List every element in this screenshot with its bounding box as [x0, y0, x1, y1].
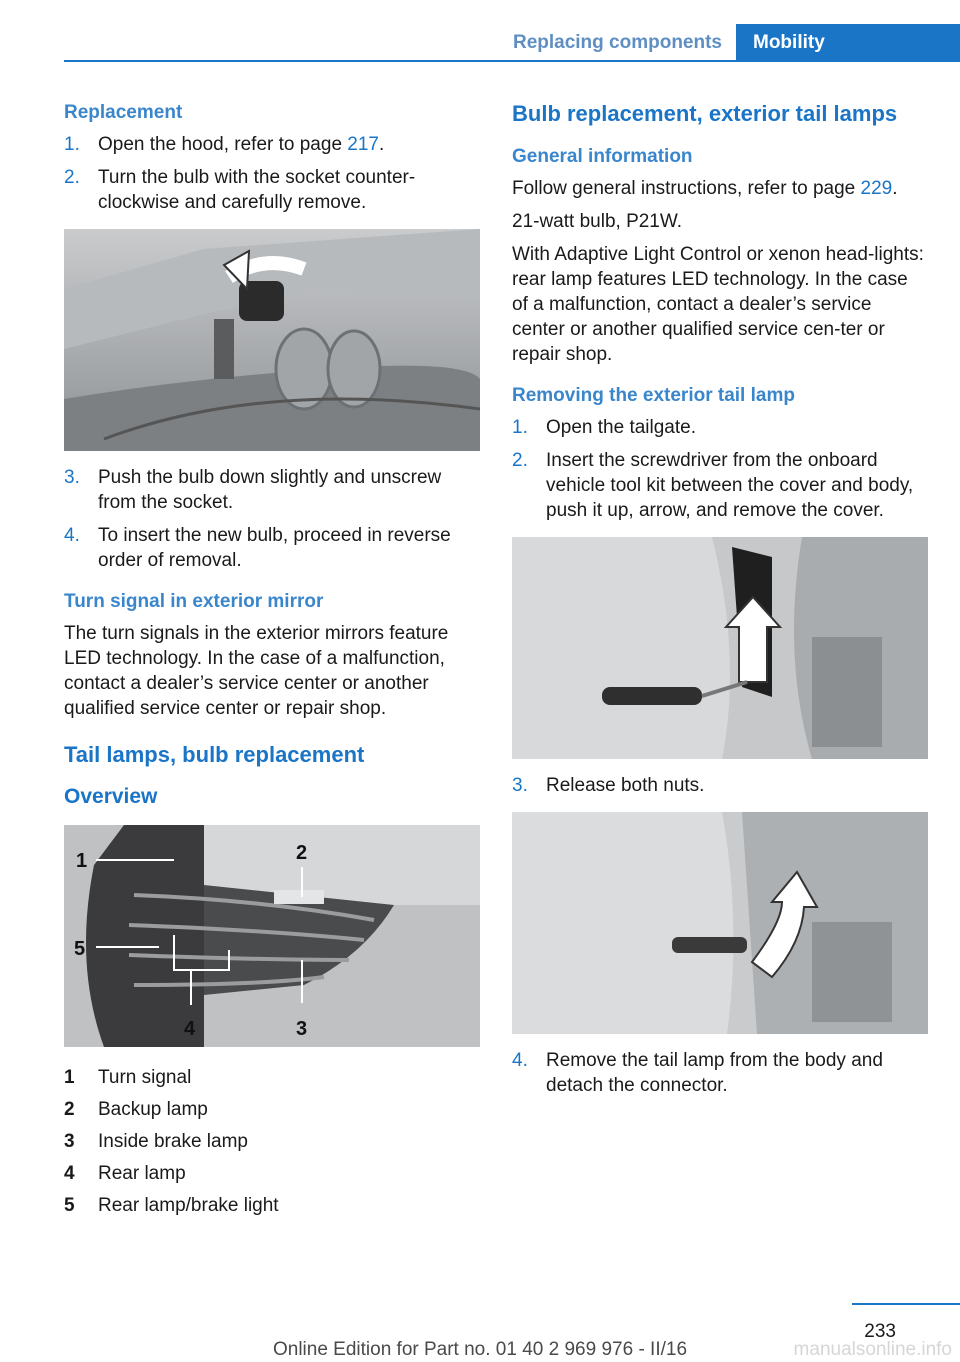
legend-item	[64, 1189, 480, 1221]
legend-key: 3	[64, 1130, 75, 1152]
step-text: Release both nuts.	[546, 775, 705, 796]
release-nuts-photo	[512, 812, 928, 1034]
step-text: Remove the tail lamp from the body and detach the connector.	[546, 1050, 883, 1096]
general-tail: .	[892, 178, 898, 199]
callout-5: 5	[74, 938, 86, 960]
step-number: 3.	[512, 775, 528, 796]
legend-label: Backup lamp	[98, 1098, 208, 1120]
legend-key: 2	[64, 1098, 75, 1120]
tail-lamp-diagram	[64, 825, 480, 1047]
general-info-text	[512, 176, 928, 201]
replacement-steps-a	[64, 132, 480, 215]
removing-steps-b	[512, 773, 928, 798]
left-column	[64, 100, 480, 1221]
legend-label: Turn signal	[98, 1066, 192, 1088]
tail-lamps-heading: Tail lamps, bulb replacement	[64, 742, 365, 767]
step-text: Insert the screwdriver from the onboard vehicle tool kit between the cover and body, push it up, arrow, and remove the cover.	[546, 450, 914, 521]
legend-label: Rear lamp/brake light	[98, 1194, 279, 1216]
step-text: To insert the new bulb, proceed in reverse order of removal.	[98, 525, 451, 571]
page-link-217[interactable]: 217	[347, 134, 379, 155]
turn-signal-text: The turn signals in the exterior mirrors feature LED technology. In the case of a malfunction, contact a dealer’s service center or another qualified service center or repair shop.	[64, 623, 449, 719]
legend-item	[64, 1157, 480, 1189]
list-item	[64, 132, 480, 157]
header-section-title: Replacing components	[512, 32, 722, 53]
engine-bay-photo	[64, 229, 480, 451]
general-info-heading: General information	[512, 146, 693, 167]
legend-label: Rear lamp	[98, 1162, 186, 1184]
replacement-heading: Replacement	[64, 102, 183, 123]
list-item	[64, 165, 480, 215]
legend-item	[64, 1125, 480, 1157]
callout-2: 2	[296, 842, 308, 864]
overview-heading: Overview	[64, 785, 158, 808]
step-number: 2.	[64, 167, 80, 188]
step-number: 4.	[512, 1050, 528, 1071]
adaptive-light-text: With Adaptive Light Control or xenon head-lights: rear lamp features LED technology. In the case of a malfunction, contact a dealer’s service center or another qualified service cen-ter or repair shop.	[512, 244, 924, 365]
legend-item	[64, 1061, 480, 1093]
callout-4: 4	[184, 1018, 196, 1040]
callout-3: 3	[296, 1018, 308, 1040]
bulb-replacement-heading: Bulb replacement, exterior tail lamps	[512, 101, 898, 126]
step-number: 3.	[64, 467, 80, 488]
right-column	[512, 100, 928, 1106]
removing-steps-a	[512, 415, 928, 523]
legend-label: Inside brake lamp	[98, 1130, 248, 1152]
removing-steps-c	[512, 1048, 928, 1098]
list-item	[512, 773, 928, 798]
legend-key: 4	[64, 1162, 75, 1184]
legend-key: 1	[64, 1066, 75, 1088]
list-item	[64, 465, 480, 515]
page-number: 233	[864, 1321, 896, 1342]
removing-heading: Removing the exterior tail lamp	[512, 385, 795, 406]
step-number: 4.	[64, 525, 80, 546]
step-number: 1.	[64, 134, 80, 155]
list-item	[64, 523, 480, 573]
watermark: manualsonline.info	[793, 1339, 952, 1360]
tail-lamp-legend	[64, 1061, 480, 1221]
step-text: Turn the bulb with the socket counter-clockwise and carefully remove.	[98, 167, 416, 213]
general-text: Follow general instructions, refer to page	[512, 178, 861, 199]
edition-text: Online Edition for Part no. 01 40 2 969 976 - II/16	[272, 1339, 688, 1360]
page-footer	[0, 1303, 960, 1362]
page-header	[0, 24, 960, 64]
callout-1: 1	[76, 850, 88, 872]
step-tail: .	[379, 134, 385, 155]
list-item	[512, 1048, 928, 1098]
header-chapter-tab: Mobility	[736, 24, 960, 62]
bulb-type-text: 21-watt bulb, P21W.	[512, 211, 683, 232]
header-rule	[64, 60, 960, 62]
step-text: Open the hood, refer to page	[98, 134, 348, 155]
list-item	[512, 415, 928, 440]
page-link-229[interactable]: 229	[860, 178, 893, 199]
replacement-steps-b	[64, 465, 480, 573]
list-item	[512, 448, 928, 523]
legend-key: 5	[64, 1194, 75, 1216]
step-text: Push the bulb down slightly and unscrew from the socket.	[98, 467, 442, 513]
turn-signal-heading: Turn signal in exterior mirror	[64, 591, 324, 612]
step-number: 1.	[512, 417, 528, 438]
footer-rule	[852, 1303, 960, 1305]
step-text: Open the tailgate.	[546, 417, 696, 438]
step-number: 2.	[512, 450, 528, 471]
legend-item	[64, 1093, 480, 1125]
screwdriver-cover-photo	[512, 537, 928, 759]
